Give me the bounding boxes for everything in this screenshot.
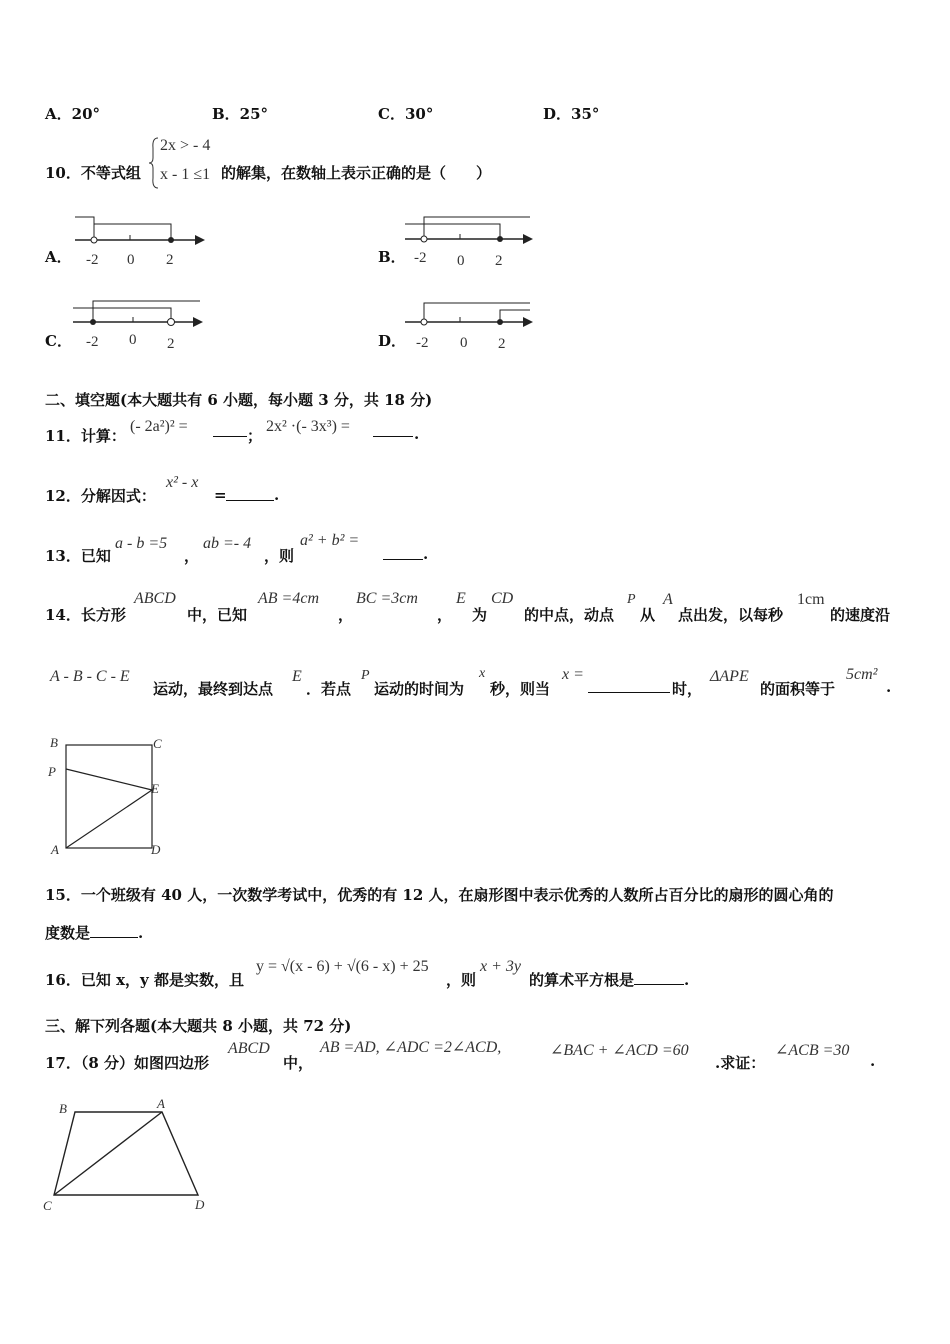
question-10-suffix: 的解集，在数轴上表示正确的是（ ）: [221, 164, 492, 182]
q14-x-eq: x =: [562, 666, 584, 683]
vertex-label: D: [151, 842, 161, 857]
quadrilateral-figure: [38, 1092, 218, 1218]
q13-comma: ，: [184, 547, 200, 565]
question-11: [45, 425, 126, 446]
tick-label: -2: [86, 252, 99, 268]
tick-label: -2: [416, 335, 429, 351]
question-number: 15．: [45, 886, 81, 904]
tick-label: 2: [166, 252, 174, 268]
q14-ab: AB =4cm: [258, 590, 319, 607]
q14-text: 的中点，动点: [524, 606, 615, 624]
answer-blank: [90, 925, 138, 938]
number-line-d: [402, 293, 542, 353]
q11-sep: ；: [247, 427, 263, 445]
q14-text: 秒，则当: [490, 680, 551, 698]
q14-e: E: [292, 668, 302, 685]
q12-eq: =: [214, 486, 227, 504]
q13-expr-3: a² + b² =: [300, 532, 360, 549]
q14-end: .: [886, 678, 892, 696]
question-text: 一个班级有 40 人，一次数学考试中，优秀的有 12 人，在扇形图中表示优秀的人数所占百分比的扇形的圆心角的: [80, 886, 834, 904]
question-number: 17．: [45, 1054, 81, 1072]
tick-label: 2: [495, 253, 503, 269]
answer-blank: [588, 692, 670, 693]
question-text: 不等式组: [80, 164, 141, 182]
system-brace: [148, 136, 160, 190]
q14-bc: BC =3cm: [356, 590, 418, 607]
q17-end: .: [870, 1052, 876, 1070]
q16-end: .: [684, 971, 690, 989]
vertex-label: C: [43, 1198, 52, 1213]
q11-end: .: [414, 425, 420, 443]
question-17: [45, 1052, 209, 1073]
q14-abcd: ABCD: [134, 590, 176, 607]
question-number: 10．: [45, 164, 81, 182]
option-d-letter: D．: [378, 332, 407, 350]
section-2-title: 二、填空题(本大题共有 6 小题，每小题 3 分，共 18 分): [45, 391, 433, 409]
q14-text: 运动，最终到达点: [153, 680, 274, 698]
tick-label: 2: [498, 336, 506, 352]
question-16: [45, 969, 244, 990]
q14-text: ．若点: [306, 680, 352, 698]
question-12: [45, 485, 156, 506]
question-number: 14．: [45, 606, 81, 624]
q15-end: .: [138, 924, 144, 942]
inequality-2: x - 1 ≤1: [160, 166, 211, 183]
q14-text: 从: [640, 606, 656, 624]
tick-label: 0: [127, 252, 135, 268]
question-13: [45, 545, 111, 566]
question-number: 11．: [45, 427, 81, 445]
tick-label: 0: [457, 253, 465, 269]
answer-blank: [226, 500, 274, 501]
q17-text: .求证：: [715, 1054, 766, 1072]
rectangle-figure: [45, 732, 175, 858]
q16-text-3: 的算术平方根是: [529, 971, 635, 989]
vertex-label: D: [195, 1197, 205, 1212]
q17-expr-3: ∠ACB =30: [775, 1042, 850, 1059]
question-15-line2: [45, 922, 143, 943]
answer-blank: [634, 972, 684, 985]
option-b-letter: B．: [378, 248, 406, 266]
tick-label: 2: [167, 336, 175, 352]
number-line-c: [70, 293, 210, 353]
q14-text: 的速度沿: [830, 606, 891, 624]
q13-then: ，则: [264, 547, 295, 565]
section-3-title: 三、解下列各题(本大题共 8 小题，共 72 分): [45, 1017, 352, 1035]
q14-text: 时，: [672, 680, 703, 698]
question-number: 16．: [45, 971, 81, 989]
question-text: 长方形: [80, 606, 126, 624]
q17-text: 中，: [283, 1054, 314, 1072]
q14-text: 点出发，以每秒: [678, 606, 784, 624]
option-c-letter: C．: [45, 332, 72, 350]
tick-label: -2: [86, 334, 99, 350]
answer-blank: [383, 559, 423, 560]
vertex-label: A: [51, 842, 59, 857]
vertex-label: B: [50, 735, 58, 750]
q14-text: 为: [472, 606, 488, 624]
q14-x: x: [479, 666, 486, 681]
question-text: （8 分）如图四边形: [80, 1054, 210, 1072]
q16-text: ，则: [446, 971, 477, 989]
q14-a: A: [663, 591, 673, 608]
q14-area: 5cm²: [846, 666, 878, 683]
q16-text: [529, 969, 689, 990]
q17-expr-1: AB =AD, ∠ADC =2∠ACD,: [320, 1039, 502, 1056]
q12-end: .: [274, 486, 280, 504]
option-c: C．30°: [378, 105, 434, 123]
question-text: 已知: [80, 547, 111, 565]
question-14: [45, 604, 126, 625]
question-text: 已知 x，y 都是实数，且: [80, 971, 244, 989]
vertex-label: A: [157, 1096, 165, 1111]
option-b: B．25°: [212, 105, 269, 123]
q12-expr: x² - x: [166, 474, 199, 491]
tick-label: 0: [460, 335, 468, 351]
tick-label: 0: [129, 332, 137, 348]
q11-expr-1: (- 2a²)² =: [130, 418, 188, 435]
number-line-b: [402, 210, 542, 270]
q14-p: P: [627, 592, 636, 607]
q14-text: 运动的时间为: [374, 680, 465, 698]
q14-text: 中，已知: [187, 606, 248, 624]
answer-blank: [213, 436, 247, 437]
question-text: 计算：: [80, 427, 126, 445]
question-text: 度数是: [45, 924, 91, 942]
q11-expr-2: 2x² ·(- 3x³) =: [266, 418, 350, 435]
q13-end: .: [423, 545, 429, 563]
question-text: 分解因式：: [80, 487, 156, 505]
question-number: 13．: [45, 547, 81, 565]
option-a-letter: A．: [45, 248, 72, 266]
question-10: [45, 162, 141, 183]
number-line-a: [70, 210, 210, 270]
option-a: A．20°: [45, 105, 101, 123]
q14-text: 的面积等于: [760, 680, 836, 698]
q13-expr-1: a - b =5: [115, 535, 168, 552]
q14-path: A - B - C - E: [50, 668, 130, 685]
q14-triangle: ΔAPE: [710, 668, 749, 685]
q17-abcd: ABCD: [228, 1040, 270, 1057]
vertex-label: C: [153, 736, 162, 751]
q17-expr-2: ∠BAC + ∠ACD =60: [550, 1042, 689, 1059]
q16-expr: y = √(x - 6) + √(6 - x) + 25: [256, 958, 429, 975]
tick-label: -2: [414, 250, 427, 266]
vertex-label: E: [151, 781, 159, 796]
q14-comma: ，: [437, 606, 453, 624]
vertex-label: P: [48, 764, 56, 779]
option-d: D．35°: [543, 105, 600, 123]
question-15: [45, 884, 834, 905]
q14-speed: 1cm: [797, 591, 825, 608]
q14-p: P: [361, 668, 370, 683]
q14-comma: ，: [338, 606, 354, 624]
q14-e: E: [456, 590, 466, 607]
q14-cd: CD: [491, 590, 514, 607]
q16-expr-2: x + 3y: [480, 958, 521, 975]
inequality-1: 2x > - 4: [160, 137, 211, 154]
answer-blank: [373, 436, 413, 437]
q13-expr-2: ab =- 4: [203, 535, 252, 552]
vertex-label: B: [59, 1101, 67, 1116]
question-number: 12．: [45, 487, 81, 505]
